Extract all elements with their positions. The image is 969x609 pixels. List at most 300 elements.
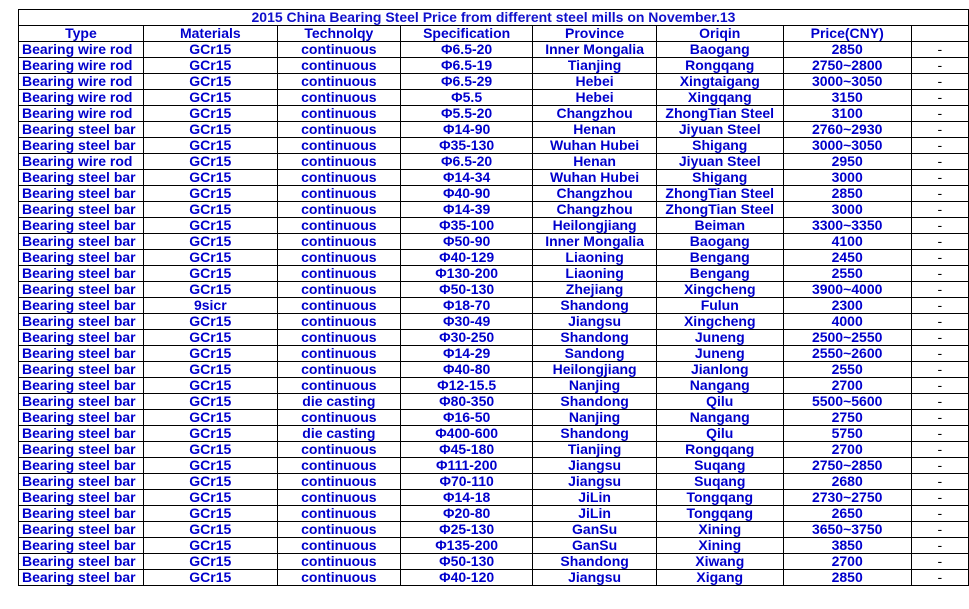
origin-cell: ZhongTian Steel (656, 106, 783, 122)
technology-cell: continuous (277, 538, 400, 554)
origin-cell: Suqang (656, 474, 783, 490)
extra-cell: - (911, 538, 968, 554)
price-cell: 3000~3050 (783, 138, 911, 154)
material-cell: GCr15 (143, 186, 277, 202)
origin-cell: ZhongTian Steel (656, 186, 783, 202)
material-cell: GCr15 (143, 154, 277, 170)
material-cell: GCr15 (143, 474, 277, 490)
extra-cell: - (911, 554, 968, 570)
price-cell: 3100 (783, 106, 911, 122)
province-cell: JiLin (533, 506, 657, 522)
technology-cell: continuous (277, 250, 400, 266)
specification-cell: Φ35-100 (400, 218, 532, 234)
material-cell: GCr15 (143, 58, 277, 74)
type-cell: Bearing wire rod (19, 90, 144, 106)
origin-cell: Jiyuan Steel (656, 122, 783, 138)
technology-cell: continuous (277, 570, 400, 586)
technology-cell: die casting (277, 394, 400, 410)
table-row (19, 250, 969, 266)
table-row (19, 154, 969, 170)
extra-cell: - (911, 282, 968, 298)
price-cell: 3000 (783, 202, 911, 218)
specification-cell: Φ30-250 (400, 330, 532, 346)
extra-cell: - (911, 442, 968, 458)
province-cell: Jiangsu (533, 474, 657, 490)
material-cell: GCr15 (143, 74, 277, 90)
type-cell: Bearing wire rod (19, 154, 144, 170)
technology-cell: continuous (277, 554, 400, 570)
extra-cell: - (911, 298, 968, 314)
technology-cell: continuous (277, 490, 400, 506)
price-cell: 2850 (783, 42, 911, 58)
province-cell: Nanjing (533, 410, 657, 426)
material-cell: GCr15 (143, 138, 277, 154)
header-extra (911, 26, 968, 42)
price-cell: 3150 (783, 90, 911, 106)
province-cell: Shandong (533, 426, 657, 442)
header-specification: Specification (400, 26, 532, 42)
price-cell: 2700 (783, 378, 911, 394)
specification-cell: Φ40-120 (400, 570, 532, 586)
specification-cell: Φ80-350 (400, 394, 532, 410)
technology-cell: die casting (277, 426, 400, 442)
table-row (19, 58, 969, 74)
type-cell: Bearing steel bar (19, 570, 144, 586)
province-cell: Henan (533, 154, 657, 170)
price-cell: 2850 (783, 570, 911, 586)
type-cell: Bearing steel bar (19, 426, 144, 442)
specification-cell: Φ40-80 (400, 362, 532, 378)
price-cell: 2650 (783, 506, 911, 522)
technology-cell: continuous (277, 442, 400, 458)
header-materials: Materials (143, 26, 277, 42)
price-cell: 2500~2550 (783, 330, 911, 346)
extra-cell: - (911, 394, 968, 410)
price-cell: 3900~4000 (783, 282, 911, 298)
type-cell: Bearing steel bar (19, 378, 144, 394)
province-cell: Shandong (533, 554, 657, 570)
extra-cell: - (911, 58, 968, 74)
technology-cell: continuous (277, 106, 400, 122)
technology-cell: continuous (277, 186, 400, 202)
table-row (19, 394, 969, 410)
price-cell: 3300~3350 (783, 218, 911, 234)
table-row (19, 330, 969, 346)
material-cell: GCr15 (143, 442, 277, 458)
origin-cell: Tongqang (656, 490, 783, 506)
type-cell: Bearing wire rod (19, 42, 144, 58)
material-cell: GCr15 (143, 378, 277, 394)
origin-cell: Xining (656, 538, 783, 554)
extra-cell: - (911, 250, 968, 266)
specification-cell: Φ135-200 (400, 538, 532, 554)
type-cell: Bearing steel bar (19, 394, 144, 410)
type-cell: Bearing steel bar (19, 554, 144, 570)
technology-cell: continuous (277, 74, 400, 90)
price-cell: 2850 (783, 186, 911, 202)
price-cell: 5750 (783, 426, 911, 442)
table-row (19, 458, 969, 474)
province-cell: Changzhou (533, 186, 657, 202)
province-cell: Shandong (533, 298, 657, 314)
material-cell: GCr15 (143, 250, 277, 266)
table-row (19, 90, 969, 106)
table-row (19, 554, 969, 570)
type-cell: Bearing wire rod (19, 58, 144, 74)
specification-cell: Φ111-200 (400, 458, 532, 474)
price-cell: 3000 (783, 170, 911, 186)
header-technology: Technolqy (277, 26, 400, 42)
price-cell: 4000 (783, 314, 911, 330)
type-cell: Bearing steel bar (19, 490, 144, 506)
specification-cell: Φ50-130 (400, 554, 532, 570)
origin-cell: Jianlong (656, 362, 783, 378)
material-cell: GCr15 (143, 346, 277, 362)
province-cell: Henan (533, 122, 657, 138)
specification-cell: Φ14-18 (400, 490, 532, 506)
origin-cell: Suqang (656, 458, 783, 474)
extra-cell: - (911, 122, 968, 138)
type-cell: Bearing steel bar (19, 362, 144, 378)
specification-cell: Φ16-50 (400, 410, 532, 426)
province-cell: GanSu (533, 522, 657, 538)
extra-cell: - (911, 378, 968, 394)
technology-cell: continuous (277, 506, 400, 522)
technology-cell: continuous (277, 410, 400, 426)
specification-cell: Φ5.5 (400, 90, 532, 106)
table-row (19, 538, 969, 554)
technology-cell: continuous (277, 90, 400, 106)
technology-cell: continuous (277, 282, 400, 298)
origin-cell: Xiwang (656, 554, 783, 570)
table-row (19, 426, 969, 442)
material-cell: 9sicr (143, 298, 277, 314)
type-cell: Bearing steel bar (19, 218, 144, 234)
material-cell: GCr15 (143, 330, 277, 346)
province-cell: Sandong (533, 346, 657, 362)
province-cell: Nanjing (533, 378, 657, 394)
type-cell: Bearing steel bar (19, 458, 144, 474)
material-cell: GCr15 (143, 538, 277, 554)
extra-cell: - (911, 170, 968, 186)
table-row (19, 506, 969, 522)
specification-cell: Φ18-70 (400, 298, 532, 314)
price-cell: 2550 (783, 362, 911, 378)
type-cell: Bearing steel bar (19, 506, 144, 522)
table-body (19, 42, 969, 586)
price-cell: 3850 (783, 538, 911, 554)
price-cell: 2760~2930 (783, 122, 911, 138)
type-cell: Bearing steel bar (19, 538, 144, 554)
table-row (19, 522, 969, 538)
table-row (19, 218, 969, 234)
origin-cell: Baogang (656, 42, 783, 58)
specification-cell: Φ14-90 (400, 122, 532, 138)
price-cell: 2450 (783, 250, 911, 266)
province-cell: Heilongjiang (533, 218, 657, 234)
table-row (19, 122, 969, 138)
technology-cell: continuous (277, 218, 400, 234)
province-cell: Shandong (533, 394, 657, 410)
material-cell: GCr15 (143, 570, 277, 586)
material-cell: GCr15 (143, 506, 277, 522)
origin-cell: Xingcheng (656, 282, 783, 298)
origin-cell: Rongqang (656, 442, 783, 458)
technology-cell: continuous (277, 42, 400, 58)
type-cell: Bearing steel bar (19, 442, 144, 458)
technology-cell: continuous (277, 122, 400, 138)
table-row (19, 170, 969, 186)
specification-cell: Φ14-29 (400, 346, 532, 362)
table-row (19, 362, 969, 378)
header-province: Province (533, 26, 657, 42)
material-cell: GCr15 (143, 266, 277, 282)
price-cell: 3650~3750 (783, 522, 911, 538)
type-cell: Bearing steel bar (19, 298, 144, 314)
table-row (19, 442, 969, 458)
province-cell: Wuhan Hubei (533, 170, 657, 186)
origin-cell: ZhongTian Steel (656, 202, 783, 218)
origin-cell: Fulun (656, 298, 783, 314)
technology-cell: continuous (277, 170, 400, 186)
technology-cell: continuous (277, 234, 400, 250)
price-cell: 4100 (783, 234, 911, 250)
material-cell: GCr15 (143, 122, 277, 138)
origin-cell: Baogang (656, 234, 783, 250)
specification-cell: Φ12-15.5 (400, 378, 532, 394)
specification-cell: Φ5.5-20 (400, 106, 532, 122)
origin-cell: Xining (656, 522, 783, 538)
table-row (19, 410, 969, 426)
province-cell: Jiangsu (533, 458, 657, 474)
material-cell: GCr15 (143, 282, 277, 298)
price-cell: 2700 (783, 442, 911, 458)
specification-cell: Φ20-80 (400, 506, 532, 522)
origin-cell: Xingtaigang (656, 74, 783, 90)
material-cell: GCr15 (143, 410, 277, 426)
table-row (19, 570, 969, 586)
specification-cell: Φ50-130 (400, 282, 532, 298)
extra-cell: - (911, 186, 968, 202)
price-cell: 2700 (783, 554, 911, 570)
type-cell: Bearing wire rod (19, 106, 144, 122)
specification-cell: Φ50-90 (400, 234, 532, 250)
origin-cell: Juneng (656, 346, 783, 362)
technology-cell: continuous (277, 522, 400, 538)
type-cell: Bearing steel bar (19, 522, 144, 538)
material-cell: GCr15 (143, 554, 277, 570)
title-row (19, 10, 969, 26)
material-cell: GCr15 (143, 426, 277, 442)
type-cell: Bearing steel bar (19, 474, 144, 490)
province-cell: Inner Mongalia (533, 42, 657, 58)
extra-cell: - (911, 570, 968, 586)
origin-cell: Xingqang (656, 90, 783, 106)
technology-cell: continuous (277, 138, 400, 154)
extra-cell: - (911, 202, 968, 218)
technology-cell: continuous (277, 314, 400, 330)
specification-cell: Φ6.5-29 (400, 74, 532, 90)
specification-cell: Φ25-130 (400, 522, 532, 538)
technology-cell: continuous (277, 474, 400, 490)
specification-cell: Φ35-130 (400, 138, 532, 154)
extra-cell: - (911, 506, 968, 522)
technology-cell: continuous (277, 266, 400, 282)
table-row (19, 234, 969, 250)
price-table (18, 9, 969, 586)
table-row (19, 490, 969, 506)
origin-cell: Beiman (656, 218, 783, 234)
price-cell: 2950 (783, 154, 911, 170)
price-cell: 2730~2750 (783, 490, 911, 506)
specification-cell: Φ14-34 (400, 170, 532, 186)
origin-cell: Rongqang (656, 58, 783, 74)
header-price: Price(CNY) (783, 26, 911, 42)
price-cell: 2750 (783, 410, 911, 426)
specification-cell: Φ40-129 (400, 250, 532, 266)
origin-cell: Bengang (656, 266, 783, 282)
origin-cell: Jiyuan Steel (656, 154, 783, 170)
province-cell: Hebei (533, 74, 657, 90)
material-cell: GCr15 (143, 490, 277, 506)
material-cell: GCr15 (143, 394, 277, 410)
province-cell: Jiangsu (533, 570, 657, 586)
extra-cell: - (911, 234, 968, 250)
extra-cell: - (911, 154, 968, 170)
technology-cell: continuous (277, 330, 400, 346)
specification-cell: Φ130-200 (400, 266, 532, 282)
table-row (19, 298, 969, 314)
table-row (19, 106, 969, 122)
material-cell: GCr15 (143, 42, 277, 58)
province-cell: Inner Mongalia (533, 234, 657, 250)
type-cell: Bearing steel bar (19, 202, 144, 218)
table-row (19, 314, 969, 330)
province-cell: Hebei (533, 90, 657, 106)
material-cell: GCr15 (143, 106, 277, 122)
extra-cell: - (911, 138, 968, 154)
type-cell: Bearing steel bar (19, 330, 144, 346)
material-cell: GCr15 (143, 234, 277, 250)
type-cell: Bearing steel bar (19, 314, 144, 330)
material-cell: GCr15 (143, 170, 277, 186)
table-row (19, 282, 969, 298)
origin-cell: Qilu (656, 426, 783, 442)
origin-cell: Shigang (656, 138, 783, 154)
price-cell: 2680 (783, 474, 911, 490)
material-cell: GCr15 (143, 362, 277, 378)
extra-cell: - (911, 218, 968, 234)
extra-cell: - (911, 490, 968, 506)
technology-cell: continuous (277, 298, 400, 314)
specification-cell: Φ6.5-19 (400, 58, 532, 74)
table-title: 2015 China Bearing Steel Price from different steel mills on November.13 (19, 10, 969, 26)
province-cell: Liaoning (533, 266, 657, 282)
specification-cell: Φ45-180 (400, 442, 532, 458)
material-cell: GCr15 (143, 218, 277, 234)
technology-cell: continuous (277, 154, 400, 170)
price-cell: 2550 (783, 266, 911, 282)
origin-cell: Juneng (656, 330, 783, 346)
origin-cell: Shigang (656, 170, 783, 186)
header-origin: Oriqin (656, 26, 783, 42)
extra-cell: - (911, 330, 968, 346)
extra-cell: - (911, 410, 968, 426)
extra-cell: - (911, 106, 968, 122)
province-cell: Changzhou (533, 202, 657, 218)
table-row (19, 74, 969, 90)
type-cell: Bearing steel bar (19, 138, 144, 154)
extra-cell: - (911, 266, 968, 282)
origin-cell: Bengang (656, 250, 783, 266)
specification-cell: Φ40-90 (400, 186, 532, 202)
province-cell: Tianjing (533, 442, 657, 458)
extra-cell: - (911, 90, 968, 106)
type-cell: Bearing steel bar (19, 122, 144, 138)
price-cell: 2550~2600 (783, 346, 911, 362)
material-cell: GCr15 (143, 314, 277, 330)
table-row (19, 266, 969, 282)
table-row (19, 42, 969, 58)
price-cell: 2300 (783, 298, 911, 314)
specification-cell: Φ30-49 (400, 314, 532, 330)
price-cell: 5500~5600 (783, 394, 911, 410)
technology-cell: continuous (277, 202, 400, 218)
origin-cell: Nangang (656, 378, 783, 394)
origin-cell: Qilu (656, 394, 783, 410)
table-row (19, 378, 969, 394)
origin-cell: Nangang (656, 410, 783, 426)
technology-cell: continuous (277, 346, 400, 362)
table-row (19, 202, 969, 218)
type-cell: Bearing steel bar (19, 170, 144, 186)
province-cell: Liaoning (533, 250, 657, 266)
extra-cell: - (911, 458, 968, 474)
origin-cell: Tongqang (656, 506, 783, 522)
province-cell: GanSu (533, 538, 657, 554)
type-cell: Bearing steel bar (19, 186, 144, 202)
price-cell: 3000~3050 (783, 74, 911, 90)
table-row (19, 474, 969, 490)
origin-cell: Xigang (656, 570, 783, 586)
specification-cell: Φ14-39 (400, 202, 532, 218)
technology-cell: continuous (277, 58, 400, 74)
type-cell: Bearing steel bar (19, 346, 144, 362)
material-cell: GCr15 (143, 90, 277, 106)
type-cell: Bearing wire rod (19, 74, 144, 90)
price-cell: 2750~2850 (783, 458, 911, 474)
material-cell: GCr15 (143, 458, 277, 474)
extra-cell: - (911, 522, 968, 538)
type-cell: Bearing steel bar (19, 410, 144, 426)
extra-cell: - (911, 426, 968, 442)
table-row (19, 186, 969, 202)
province-cell: Heilongjiang (533, 362, 657, 378)
province-cell: Jiangsu (533, 314, 657, 330)
province-cell: Shandong (533, 330, 657, 346)
extra-cell: - (911, 74, 968, 90)
technology-cell: continuous (277, 362, 400, 378)
province-cell: JiLin (533, 490, 657, 506)
origin-cell: Xingcheng (656, 314, 783, 330)
specification-cell: Φ6.5-20 (400, 42, 532, 58)
province-cell: Wuhan Hubei (533, 138, 657, 154)
province-cell: Changzhou (533, 106, 657, 122)
province-cell: Tianjing (533, 58, 657, 74)
specification-cell: Φ70-110 (400, 474, 532, 490)
extra-cell: - (911, 42, 968, 58)
type-cell: Bearing steel bar (19, 266, 144, 282)
